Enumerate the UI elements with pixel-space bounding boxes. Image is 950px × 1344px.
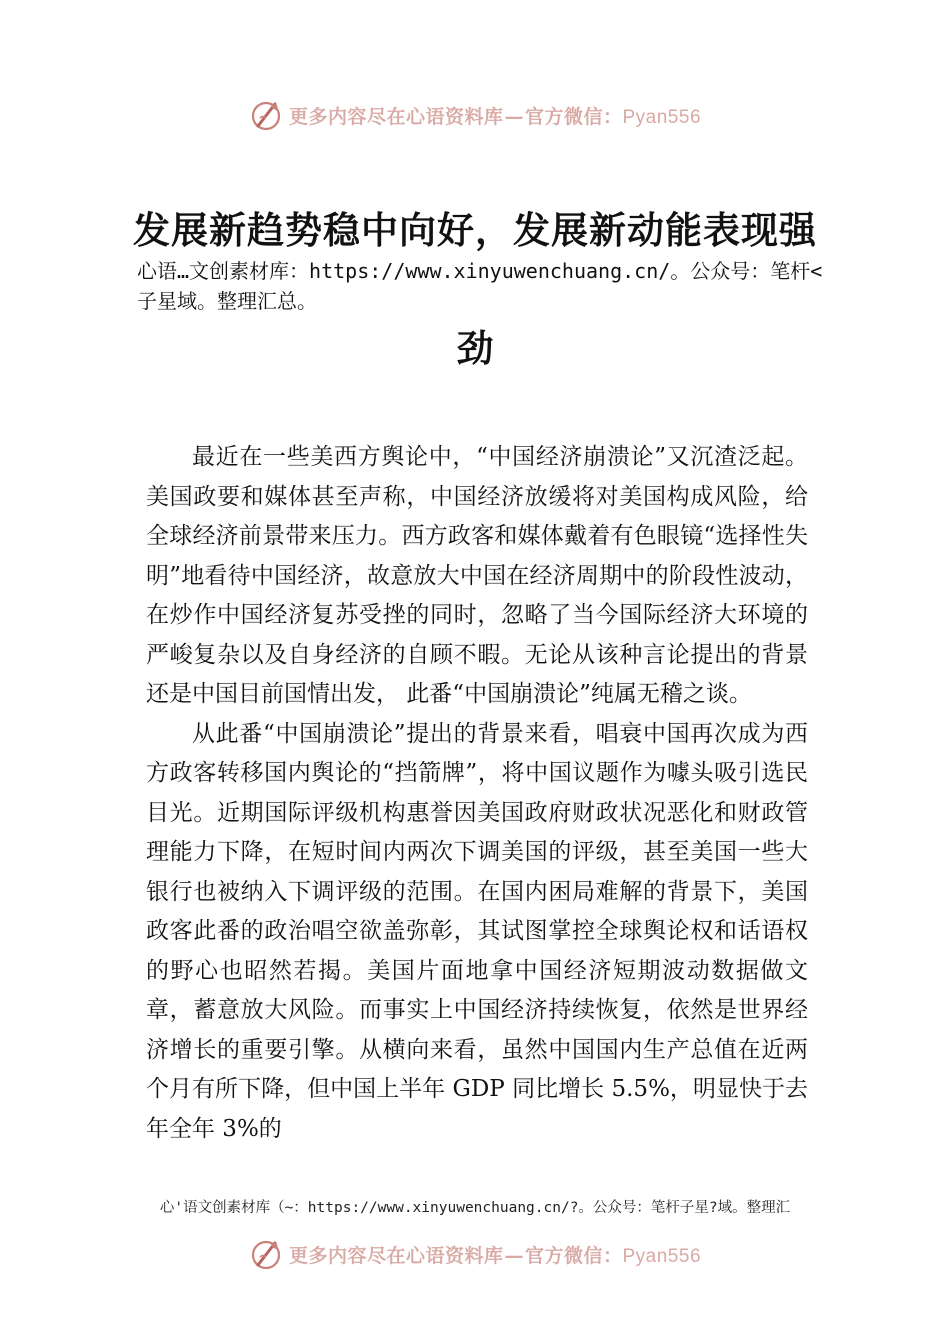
footer-source-text: 心'语文创素材库（~：https://www.xinyuwenchuang.cn/?。公众号：笔杆子星?域。整理汇 xyxy=(159,1200,791,1216)
quill-pen-logo-icon xyxy=(249,1237,283,1271)
banner-wechat-label: 官方微信： xyxy=(524,105,623,128)
quill-pen-logo-icon xyxy=(249,98,283,132)
source-watermark-text: 心语…文创素材库：https://www.xinyuwenchuang.cn/。公众号：笔杆<子星域。整理汇总。 xyxy=(137,259,823,313)
paragraph: 最近在一些美西方舆论中，“中国经济崩溃论”又沉渣泛起。美国政要和媒体甚至声称，中国经济放缓将对美国构成风险，给全球经济前景带来压力。西方政客和媒体戴着有色眼镜“选择性失明”地看待中国经济，故意放大中国在经济周期中的阶段性波动，在炒作中国经济复苏受挫的同时，忽略了当今国际经济大环境的严峻复杂以及自身经济的自顾不暇。无论从该种言论提出的背景还是中国目前国情出发， 此番“中国崩溃论”纯属无稽之谈。 xyxy=(146,444,808,707)
banner-separator: — xyxy=(504,1244,524,1267)
page-title-line2: 劲 xyxy=(456,326,494,370)
banner-separator: — xyxy=(504,105,524,128)
banner-wechat-id: Pyan556 xyxy=(622,106,702,128)
article-body xyxy=(146,438,808,1149)
page-title-line1: 发展新趋势稳中向好，发展新动能表现强 xyxy=(133,208,817,252)
footer-banner xyxy=(0,1234,950,1274)
banner-text xyxy=(289,102,701,129)
banner-slogan: 更多内容尽在心语资料库 xyxy=(288,105,504,128)
banner-slogan: 更多内容尽在心语资料库 xyxy=(288,1244,504,1267)
paragraph: 从此番“中国崩溃论”提出的背景来看，唱衰中国再次成为西方政客转移国内舆论的“挡箭牌”，将中国议题作为噱头吸引选民目光。近期国际评级机构惠誉因美国政府财政状况恶化和财政管理能力下降，在短时间内两次下调美国的评级，甚至美国一些大银行也被纳入下调评级的范围。在国内困局难解的背景下，美国政客此番的政治唱空欲盖弥彰，其试图掌控全球舆论权和话语权的野心也昭然若揭。美国片面地拿中国经济短期波动数据做文章，蓄意放大风险。而事实上中国经济持续恢复，依然是世界经济增长的重要引擎。从横向来看，虽然中国国内生产总值在近两个月有所下降，但中国上半年 GDP 同比增长 5.5%，明显快于去年全年 3%的 xyxy=(146,720,808,1142)
banner-wechat-label: 官方微信： xyxy=(524,1244,623,1267)
banner-text xyxy=(289,1241,701,1268)
header-banner xyxy=(0,95,950,135)
banner-wechat-id: Pyan556 xyxy=(622,1245,702,1267)
